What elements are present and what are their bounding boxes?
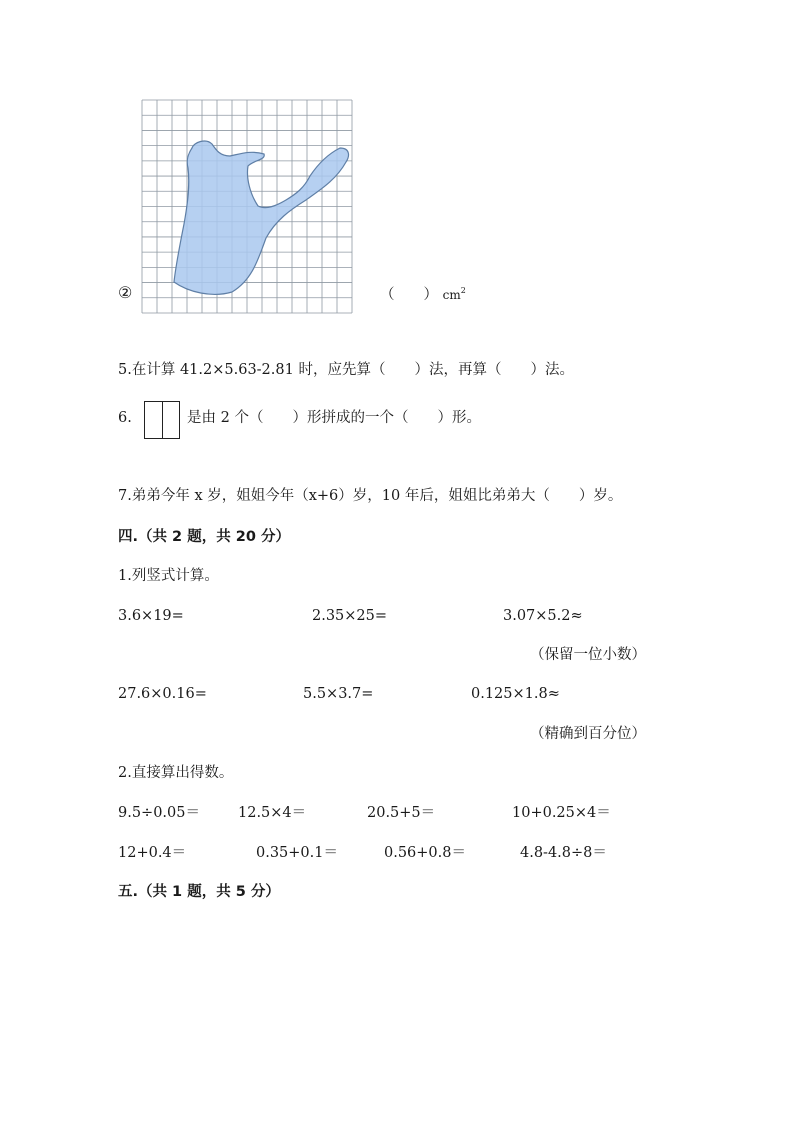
s4-q2-item: 0.35+0.1＝ <box>256 845 338 861</box>
section-4-title: 四.（共 2 题，共 20 分） <box>118 529 290 545</box>
s4-q1-note: （保留一位小数） <box>530 647 646 663</box>
figure-unit: $cm^2$ <box>442 286 466 302</box>
s4-q2-item: 0.56+0.8＝ <box>384 845 466 861</box>
s4-q1-item: 3.6×19= <box>118 608 184 624</box>
s4-q2-item: 12+0.4＝ <box>118 845 187 861</box>
s4-q1-title: 1.列竖式计算。 <box>118 568 219 584</box>
s4-q1-item: 2.35×25= <box>312 608 388 624</box>
figure-answer-blank[interactable]: （ ） <box>380 287 438 303</box>
figure-marker: ② <box>118 283 133 302</box>
s4-q2-item: 20.5+5＝ <box>367 805 436 821</box>
s4-q2-item: 9.5÷0.05＝ <box>118 805 200 821</box>
question-5: 5.在计算 41.2×5.63-2.81 时，应先算（ ）法，再算（ ）法。 <box>118 362 574 378</box>
question-6-text: 是由 2 个（ ）形拼成的一个（ ）形。 <box>187 410 481 426</box>
s4-q1-item: 0.125×1.8≈ <box>471 686 560 702</box>
s4-q2-item: 12.5×4＝ <box>238 805 307 821</box>
question-7: 7.弟弟今年 x 岁，姐姐今年（x+6）岁，10 年后，姐姐比弟弟大（ ）岁。 <box>118 488 623 504</box>
s4-q2-title: 2.直接算出得数。 <box>118 765 234 781</box>
grid-shape-figure <box>140 98 354 315</box>
s4-q1-item: 3.07×5.2≈ <box>503 608 583 624</box>
s4-q2-item: 10+0.25×4＝ <box>512 805 611 821</box>
s4-q1-item: 27.6×0.16= <box>118 686 207 702</box>
rect-divider <box>162 402 163 438</box>
section-5-title: 五.（共 1 题，共 5 分） <box>118 884 280 900</box>
two-rectangles-figure <box>144 401 180 439</box>
s4-q1-note: （精确到百分位） <box>530 726 646 742</box>
s4-q2-item: 4.8-4.8÷8＝ <box>520 845 607 861</box>
figure-answer <box>380 281 466 305</box>
question-6-number: 6. <box>118 410 132 426</box>
s4-q1-item: 5.5×3.7= <box>303 686 374 702</box>
